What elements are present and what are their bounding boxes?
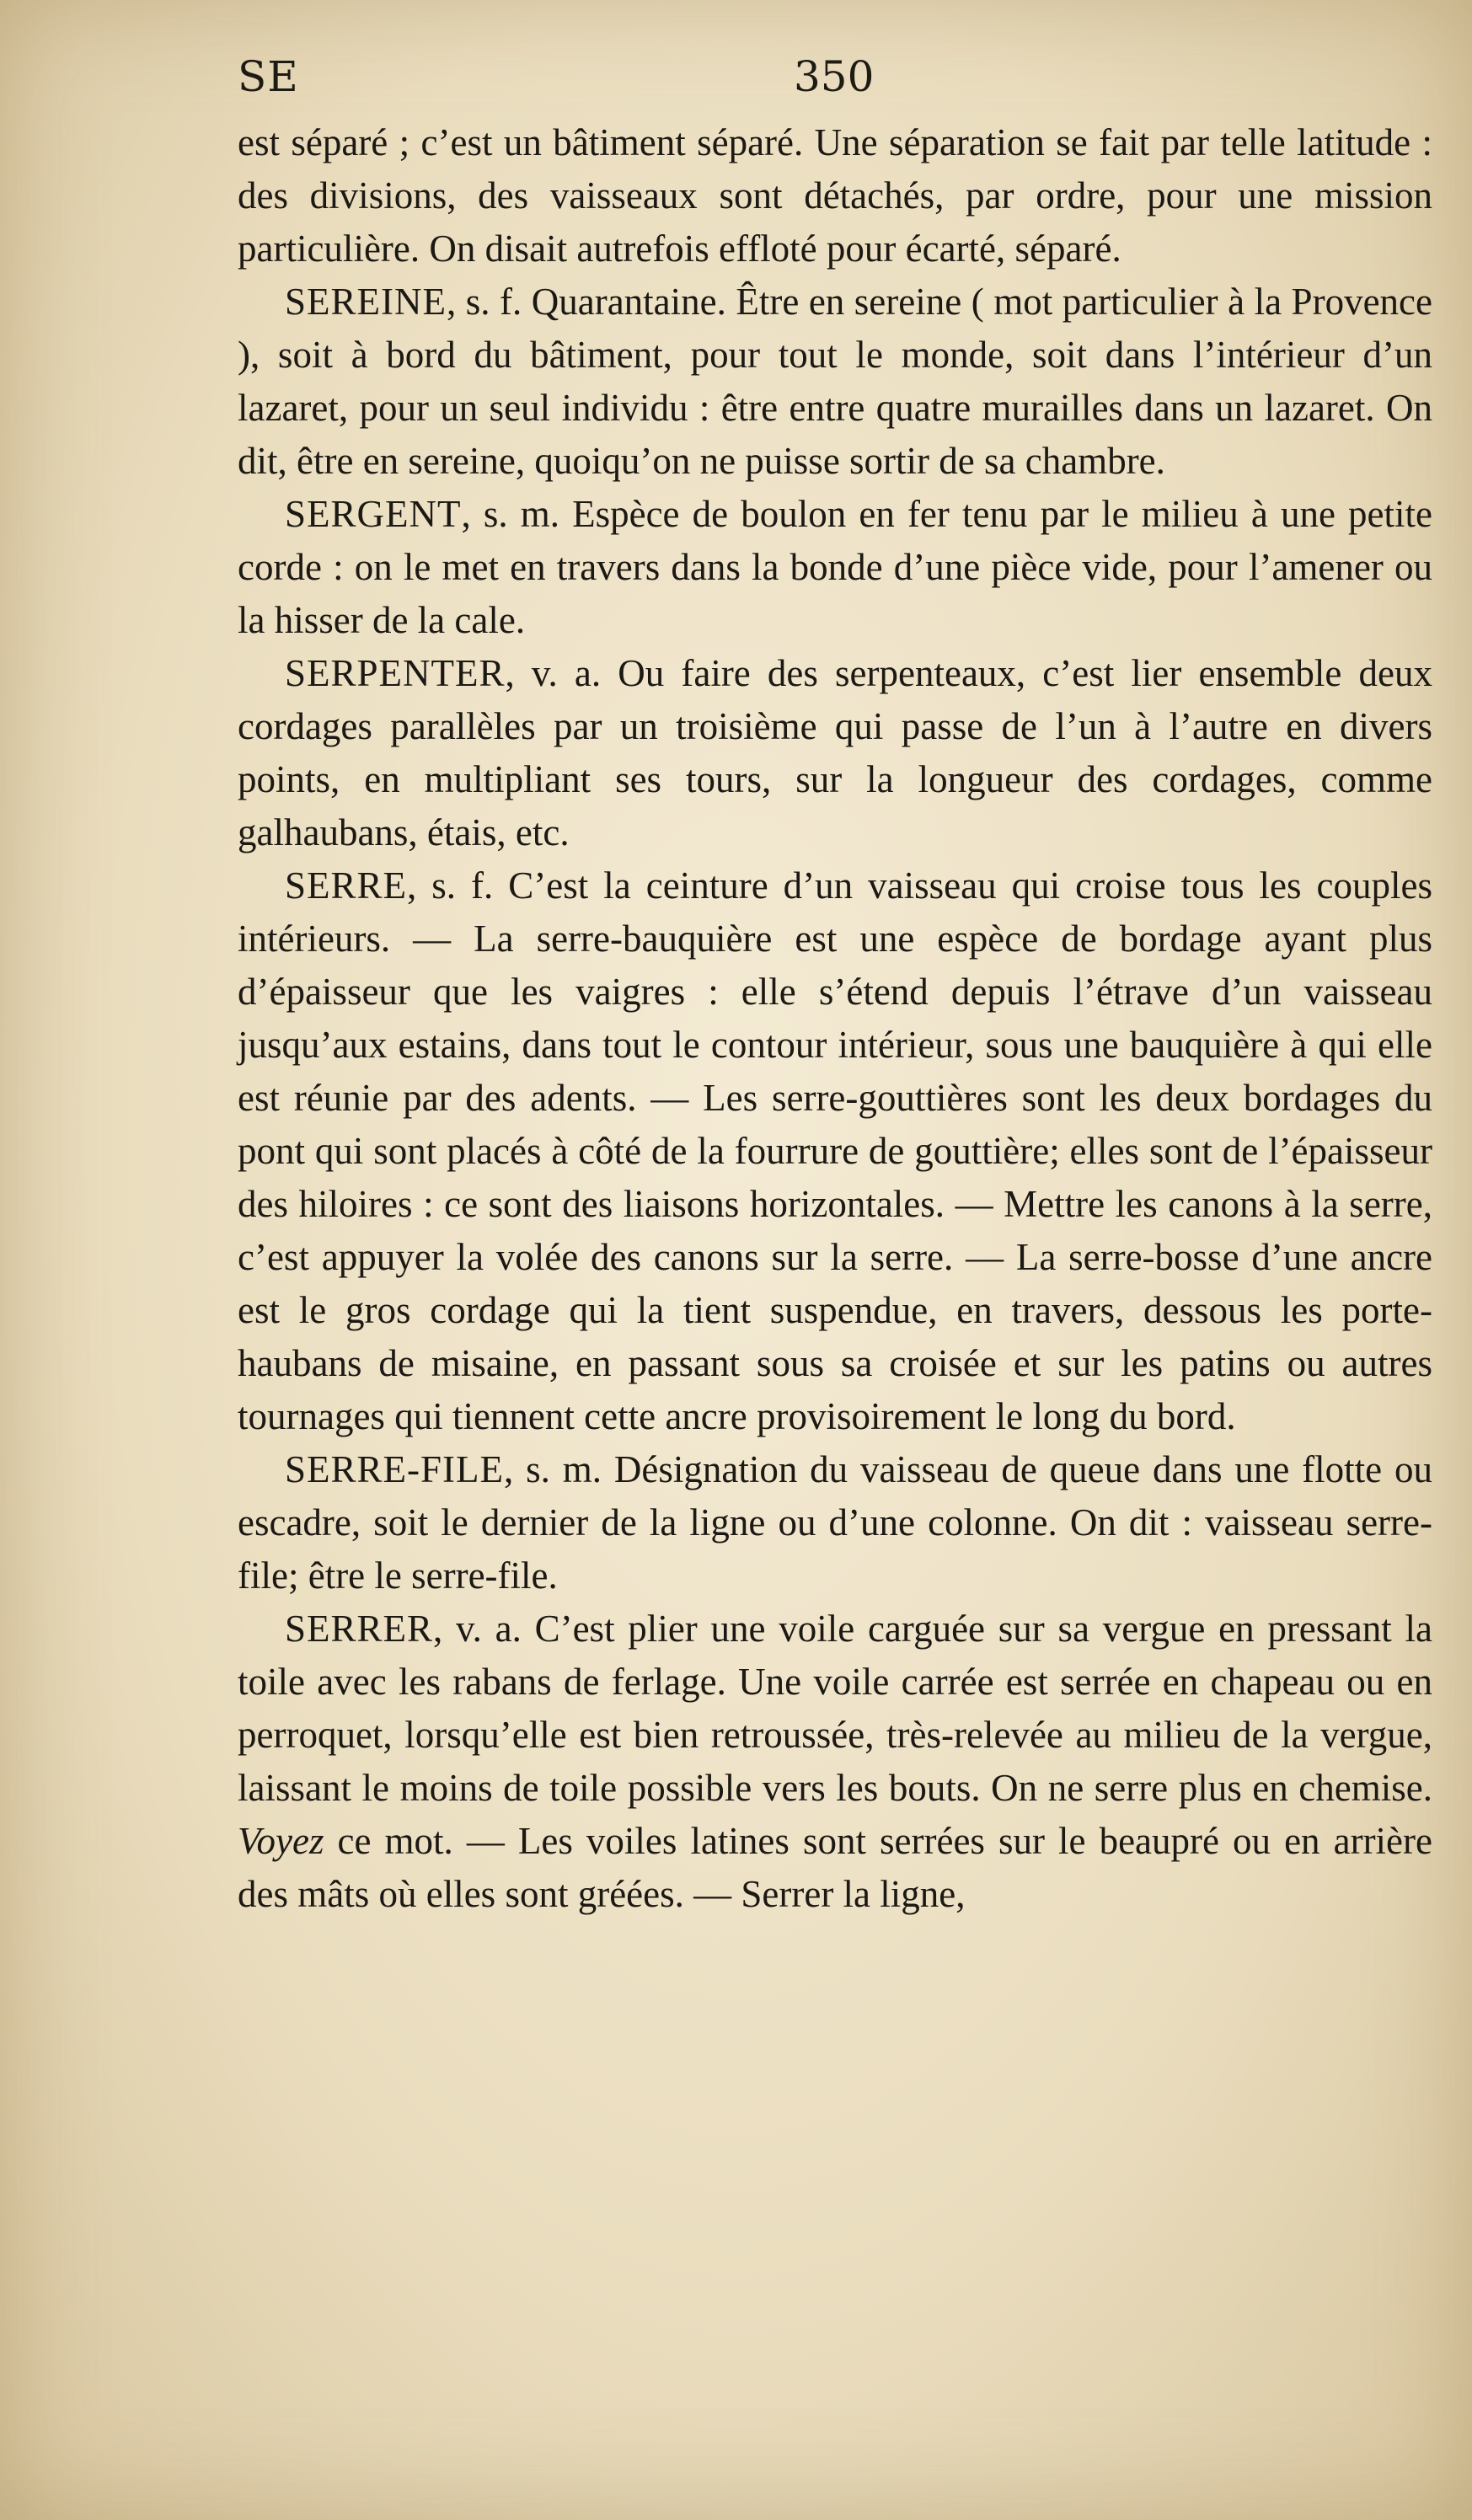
entry-headword: SEREINE [285, 281, 447, 323]
entry-text: , v. a. Ou faire des serpenteaux, c’est lier ensemble deux cordages parallèles par un troisième qui passe de l’un à l’autre en divers points, en multipliant ses tours, sur la longueur des cordages, comme galhaubans, étais, etc. [238, 652, 1432, 853]
entry-text: , s. f. Quarantaine. Être en sereine ( mot particulier à la Provence ), soit à bord du bâtiment, pour tout le monde, soit dans l’intérieur d’un lazaret, pour un seul individu : être entre quatre murailles dans un lazaret. On dit, être en sereine, quoiqu’on ne puisse sortir de sa chambre. [238, 281, 1432, 482]
entry-text: , s. m. Espèce de boulon en fer tenu par le milieu à une petite corde : on le met en travers dans la bonde d’une pièce vide, pour l’amener ou la hisser de la cale. [238, 493, 1432, 641]
entry-serre-file [238, 1443, 1432, 1602]
entry-headword: SERGENT [285, 493, 462, 535]
page-number: 350 [794, 52, 875, 101]
entry-serrer [238, 1602, 1432, 1921]
entry-sergent [238, 488, 1432, 647]
entry-text-after: ce mot. — Les voiles latines sont serrées sur le beaupré ou en arrière des mâts où elles sont gréées. — Serrer la ligne, [238, 1820, 1432, 1915]
entry-serre [238, 859, 1432, 1443]
entry-text: , v. a. C’est plier une voile carguée sur sa vergue en pressant la toile avec les rabans de ferlage. Une voile carrée est serrée en chapeau ou en perroquet, lorsqu’elle est bien retroussée, très-relevée au milieu de la vergue, laissant le moins de toile possible vers les bouts. On ne serre plus en chemise. [238, 1608, 1432, 1809]
entry-continuation [238, 116, 1432, 276]
entry-text: , s. f. C’est la ceinture d’un vaisseau qui croise tous les couples intérieurs. — La serre-bauquière est une espèce de bordage ayant plus d’épaisseur que les vaigres : elle s’étend depuis l’étrave d’un vaisseau jusqu’aux estains, dans tout le contour intérieur, sous une bauquière à qui elle est réunie par des adents. — Les serre-gouttières sont les deux bordages du pont qui sont placés à côté de la fourrure de gouttière; elles sont de l’épaisseur des hiloires : ce sont des liaisons horizontales. — Mettre les canons à la serre, c’est appuyer la volée des canons sur la serre. — La serre-bosse d’une ancre est le gros cordage qui la tient suspendue, en travers, dessous les porte-haubans de misaine, en passant sous sa croisée et sur les patins ou autres tournages qui tiennent cette ancre provisoirement le long du bord. [238, 864, 1432, 1437]
running-head [238, 52, 1434, 111]
entry-headword: SERRE-FILE [285, 1448, 505, 1490]
entry-serpenter [238, 647, 1432, 859]
entry-text: , s. m. Désignation du vaisseau de queue dans une flotte ou escadre, soit le dernier de la ligne ou d’une colonne. On dit : vaisseau serre-file; être le serre-file. [238, 1448, 1432, 1597]
entry-headword: SERRER [285, 1608, 434, 1650]
entry-text: est séparé ; c’est un bâtiment séparé. Une séparation se fait par telle latitude : des divisions, des vaisseaux sont détachés, par ordre, pour une mission particulière. On disait autrefois effloté pour écarté, séparé. [238, 121, 1432, 270]
entry-headword: SERRE [285, 864, 408, 907]
entry-headword: SERPENTER [285, 652, 506, 694]
entry-sereine [238, 276, 1432, 488]
entry-italic-voyez: Voyez [238, 1820, 324, 1862]
running-head-letters: SE [238, 52, 299, 101]
dictionary-text [238, 116, 1432, 1921]
